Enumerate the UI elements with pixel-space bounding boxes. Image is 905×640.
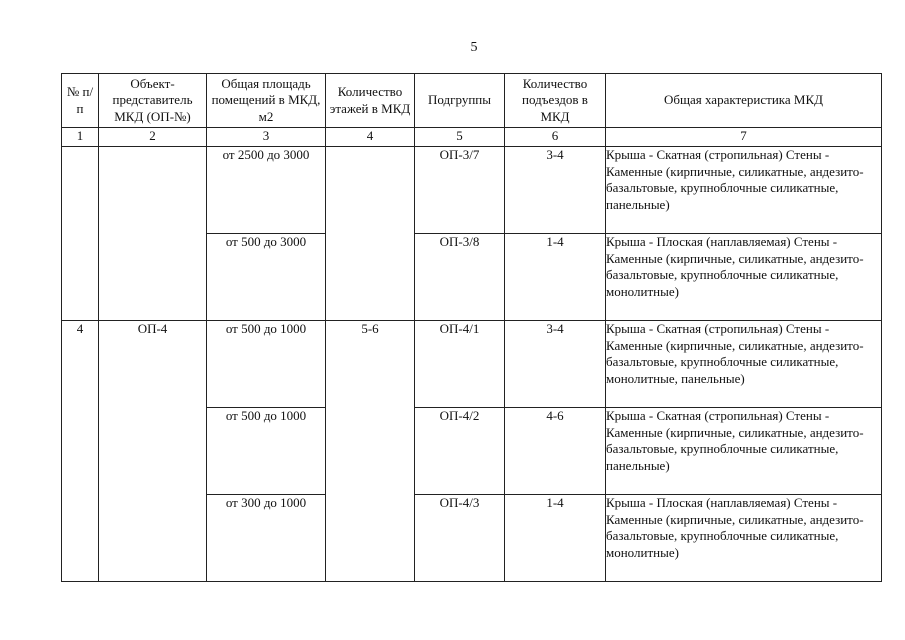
header-area: Общая площадь помещений в МКД, м2: [207, 74, 326, 128]
cell-subgroup: ОП-3/8: [415, 234, 505, 321]
header-num: № п/п: [62, 74, 99, 128]
cell-area: от 500 до 1000: [207, 321, 326, 408]
column-number: 1: [62, 128, 99, 147]
cell-area: от 500 до 1000: [207, 408, 326, 495]
column-number: 6: [505, 128, 606, 147]
cell-subgroup: ОП-4/3: [415, 495, 505, 582]
cell-subgroup: ОП-4/2: [415, 408, 505, 495]
cell-description: Крыша - Плоская (наплавляемая) Стены - Каменные (кирпичные, силикатные, андезито-базальтовые, крупноблочные силикатные, монолитные): [606, 495, 882, 582]
cell-description: Крыша - Скатная (стропильная) Стены - Каменные (кирпичные, силикатные, андезито-базальтовые, крупноблочные силикатные, панельные): [606, 147, 882, 234]
table-header-row: [62, 74, 882, 128]
cell-entrances: 4-6: [505, 408, 606, 495]
page-number: 5: [470, 40, 478, 55]
cell-num: 4: [62, 321, 99, 582]
cell-entrances: 3-4: [505, 321, 606, 408]
cell-subgroup: ОП-4/1: [415, 321, 505, 408]
header-floors: Количество этажей в МКД: [326, 74, 415, 128]
column-number: 7: [606, 128, 882, 147]
column-number: 3: [207, 128, 326, 147]
cell-object-empty: [99, 147, 207, 321]
cell-area: от 300 до 1000: [207, 495, 326, 582]
column-number: 4: [326, 128, 415, 147]
header-entrances: Количество подъездов в МКД: [505, 74, 606, 128]
column-number: 5: [415, 128, 505, 147]
table-row: [62, 147, 882, 234]
cell-area: от 500 до 3000: [207, 234, 326, 321]
cell-entrances: 1-4: [505, 234, 606, 321]
cell-floors: 5-6: [326, 321, 415, 582]
column-number: 2: [99, 128, 207, 147]
cell-subgroup: ОП-3/7: [415, 147, 505, 234]
cell-num-empty: [62, 147, 99, 321]
cell-area: от 2500 до 3000: [207, 147, 326, 234]
cell-description: Крыша - Скатная (стропильная) Стены - Каменные (кирпичные, силикатные, андезито-базальтовые, крупноблочные силикатные, панельные): [606, 408, 882, 495]
column-numbers-row: [62, 128, 882, 147]
cell-description: Крыша - Скатная (стропильная) Стены - Каменные (кирпичные, силикатные, андезито-базальтовые, крупноблочные силикатные, монолитные, панельные): [606, 321, 882, 408]
header-object: Объект-представитель МКД (ОП-№): [99, 74, 207, 128]
header-subgroups: Подгруппы: [415, 74, 505, 128]
cell-object: ОП-4: [99, 321, 207, 582]
header-description: Общая характеристика МКД: [606, 74, 882, 128]
cell-entrances: 1-4: [505, 495, 606, 582]
mkd-table: [61, 73, 882, 582]
cell-floors-empty: [326, 147, 415, 321]
cell-description: Крыша - Плоская (наплавляемая) Стены - Каменные (кирпичные, силикатные, андезито-базальтовые, крупноблочные силикатные, монолитные): [606, 234, 882, 321]
table-row: [62, 321, 882, 408]
cell-entrances: 3-4: [505, 147, 606, 234]
